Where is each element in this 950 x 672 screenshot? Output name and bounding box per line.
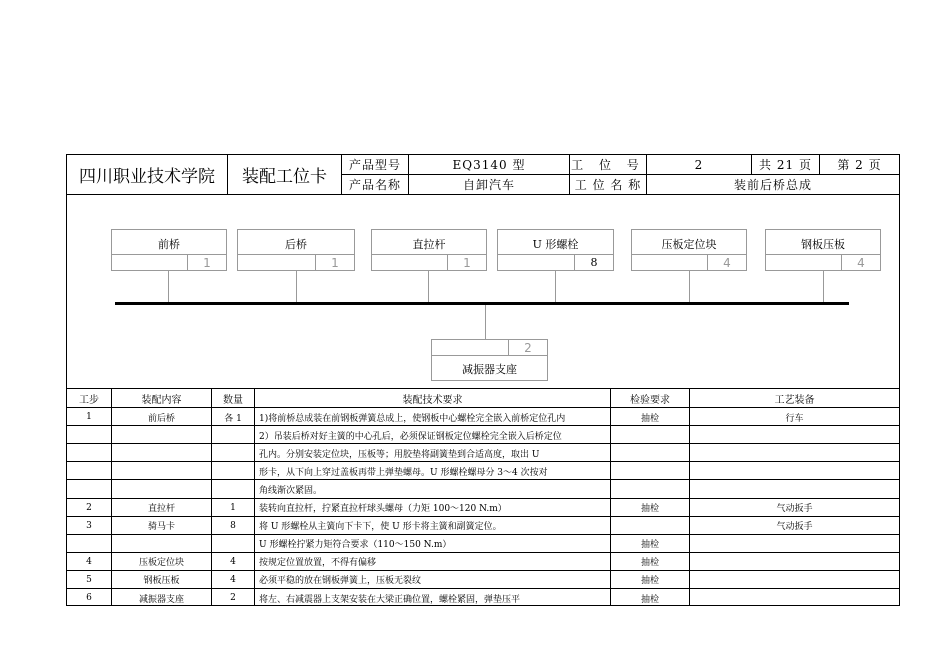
cell-step: 5 bbox=[86, 574, 92, 585]
cell-content: 压板定位块 bbox=[138, 558, 184, 569]
cell-check: 抽检 bbox=[640, 576, 659, 587]
cell-step: 6 bbox=[86, 593, 92, 603]
table-header: 工步 装配内容 数量 装配技术要求 检验要求 工艺装备 bbox=[79, 394, 815, 406]
cell-req: U 形螺栓拧紧力矩符合要求（110～150 N.m） bbox=[259, 540, 452, 551]
station-name-label: 工 位 名 称 bbox=[574, 178, 642, 192]
assembly-main-line bbox=[115, 302, 849, 305]
table-row bbox=[67, 462, 899, 480]
part-leaf-clamp: 钢板压板 4 bbox=[765, 229, 881, 271]
cell-qty: 1 bbox=[230, 502, 236, 513]
cell-check bbox=[611, 426, 689, 444]
cell-content: 减振器支座 bbox=[138, 594, 184, 605]
part-clamp-locator: 压板定位块 4 bbox=[631, 229, 747, 271]
cell-tool: 行车 bbox=[785, 413, 804, 424]
cell-qty: 各 1 bbox=[224, 413, 242, 424]
cell-req: 1)将前桥总成装在前钢板弹簧总成上，使钢板中心螺栓完全嵌入前桥定位孔内 bbox=[259, 413, 566, 424]
cell-req: 必须平稳的放在钢板弹簧上，压板无裂纹 bbox=[259, 576, 422, 587]
table-row bbox=[67, 408, 899, 426]
part-damper-bracket: 2 减振器支座 bbox=[431, 339, 548, 381]
cell-req: 装转向直拉杆，拧紧直拉杆球头螺母（力矩 100～120 N.m） bbox=[259, 504, 507, 514]
cell-qty: 4 bbox=[230, 574, 236, 585]
cell-tool bbox=[690, 480, 899, 498]
product-name-label: 产品名称 bbox=[348, 178, 401, 192]
product-name-value: 自卸汽车 bbox=[462, 178, 515, 192]
cell-req: 角线渐次紧固。 bbox=[259, 485, 323, 496]
station-name-value: 装前后桥总成 bbox=[733, 178, 812, 192]
cell-step: 2 bbox=[86, 502, 92, 513]
cell-tool bbox=[690, 462, 899, 480]
cell-check: 抽检 bbox=[640, 594, 659, 605]
cell-qty bbox=[212, 462, 254, 480]
product-model-value: EQ3140 型 bbox=[452, 158, 526, 172]
cell-content bbox=[112, 462, 211, 480]
cell-req: 2）吊装后桥对好主簧的中心孔后，必须保证钢板定位螺栓完全嵌入后桥定位 bbox=[259, 431, 562, 442]
cell-tool bbox=[690, 571, 899, 589]
table-row bbox=[67, 589, 899, 607]
total-pages: 共 21 页 bbox=[759, 158, 812, 172]
cell-check bbox=[611, 480, 689, 498]
cell-req: 形卡，从下向上穿过盖板再带上弹垫螺母。U 形螺栓螺母分 3～4 次按对 bbox=[259, 467, 548, 478]
cell-req: 按规定位置放置，不得有偏移 bbox=[259, 558, 377, 569]
cell-req: 将 U 形螺栓从主簧向下卡下，使 U 形卡将主簧和副簧定位。 bbox=[259, 522, 502, 533]
cell-check: 抽检 bbox=[640, 413, 659, 424]
cell-tool bbox=[690, 589, 899, 607]
cell-qty bbox=[212, 480, 254, 498]
cell-content: 骑马卡 bbox=[147, 522, 175, 533]
cell-step bbox=[67, 444, 111, 462]
cell-check: 抽检 bbox=[640, 504, 659, 514]
cell-qty bbox=[212, 535, 254, 553]
page-number: 第 2 页 bbox=[837, 158, 882, 172]
part-rear-axle: 后桥 1 bbox=[237, 229, 355, 271]
cell-req: 孔内。分别安装定位块，压板等；用胶垫将副簧垫到合适高度，取出 U bbox=[259, 449, 540, 460]
cell-content bbox=[112, 535, 211, 553]
cell-content bbox=[112, 444, 211, 462]
table-row bbox=[67, 535, 899, 553]
school-name: 四川职业技术学院 bbox=[79, 167, 215, 187]
cell-qty: 4 bbox=[230, 556, 236, 567]
cell-step: 4 bbox=[86, 556, 92, 567]
cell-step bbox=[67, 462, 111, 480]
cell-check bbox=[611, 462, 689, 480]
assembly-station-card bbox=[66, 154, 900, 606]
cell-step: 1 bbox=[86, 412, 92, 422]
cell-content: 直拉杆 bbox=[147, 504, 175, 514]
cell-content: 前后桥 bbox=[147, 413, 175, 424]
station-no-value: 2 bbox=[694, 157, 704, 172]
cell-check: 抽检 bbox=[640, 558, 659, 569]
table-row bbox=[67, 444, 899, 462]
cell-tool bbox=[690, 426, 899, 444]
cell-step bbox=[67, 535, 111, 553]
cell-content bbox=[112, 480, 211, 498]
cell-check: 抽检 bbox=[640, 540, 659, 551]
cell-check bbox=[611, 444, 689, 462]
cell-tool bbox=[690, 553, 899, 571]
station-no-label: 工 位 号 bbox=[571, 158, 645, 172]
product-model-label: 产品型号 bbox=[348, 158, 401, 172]
cell-tool: 气动扳手 bbox=[776, 504, 813, 514]
part-u-bolt: U 形螺栓 8 bbox=[497, 229, 614, 271]
part-front-axle: 前桥 1 bbox=[111, 229, 227, 271]
card-title: 装配工位卡 bbox=[242, 167, 327, 187]
cell-qty bbox=[212, 426, 254, 444]
cell-qty: 2 bbox=[230, 593, 236, 603]
cell-tool: 气动扳手 bbox=[776, 522, 813, 533]
cell-qty: 8 bbox=[230, 520, 236, 531]
table-row bbox=[67, 426, 899, 444]
cell-content bbox=[112, 426, 211, 444]
table-row bbox=[67, 571, 899, 589]
cell-step bbox=[67, 480, 111, 498]
table-row bbox=[67, 499, 899, 517]
cell-step: 3 bbox=[86, 520, 92, 531]
cell-tool bbox=[690, 535, 899, 553]
part-drag-link: 直拉杆 1 bbox=[371, 229, 487, 271]
cell-step bbox=[67, 426, 111, 444]
cell-content: 钢板压板 bbox=[143, 576, 180, 587]
table-row bbox=[67, 517, 899, 535]
cell-tool bbox=[690, 444, 899, 462]
cell-check bbox=[611, 517, 689, 535]
table-row bbox=[67, 480, 899, 498]
cell-qty bbox=[212, 444, 254, 462]
table-row bbox=[67, 553, 899, 571]
cell-req: 将左、右减震器上支架安装在大梁正确位置，螺栓紧固，弹垫压平 bbox=[259, 594, 521, 605]
